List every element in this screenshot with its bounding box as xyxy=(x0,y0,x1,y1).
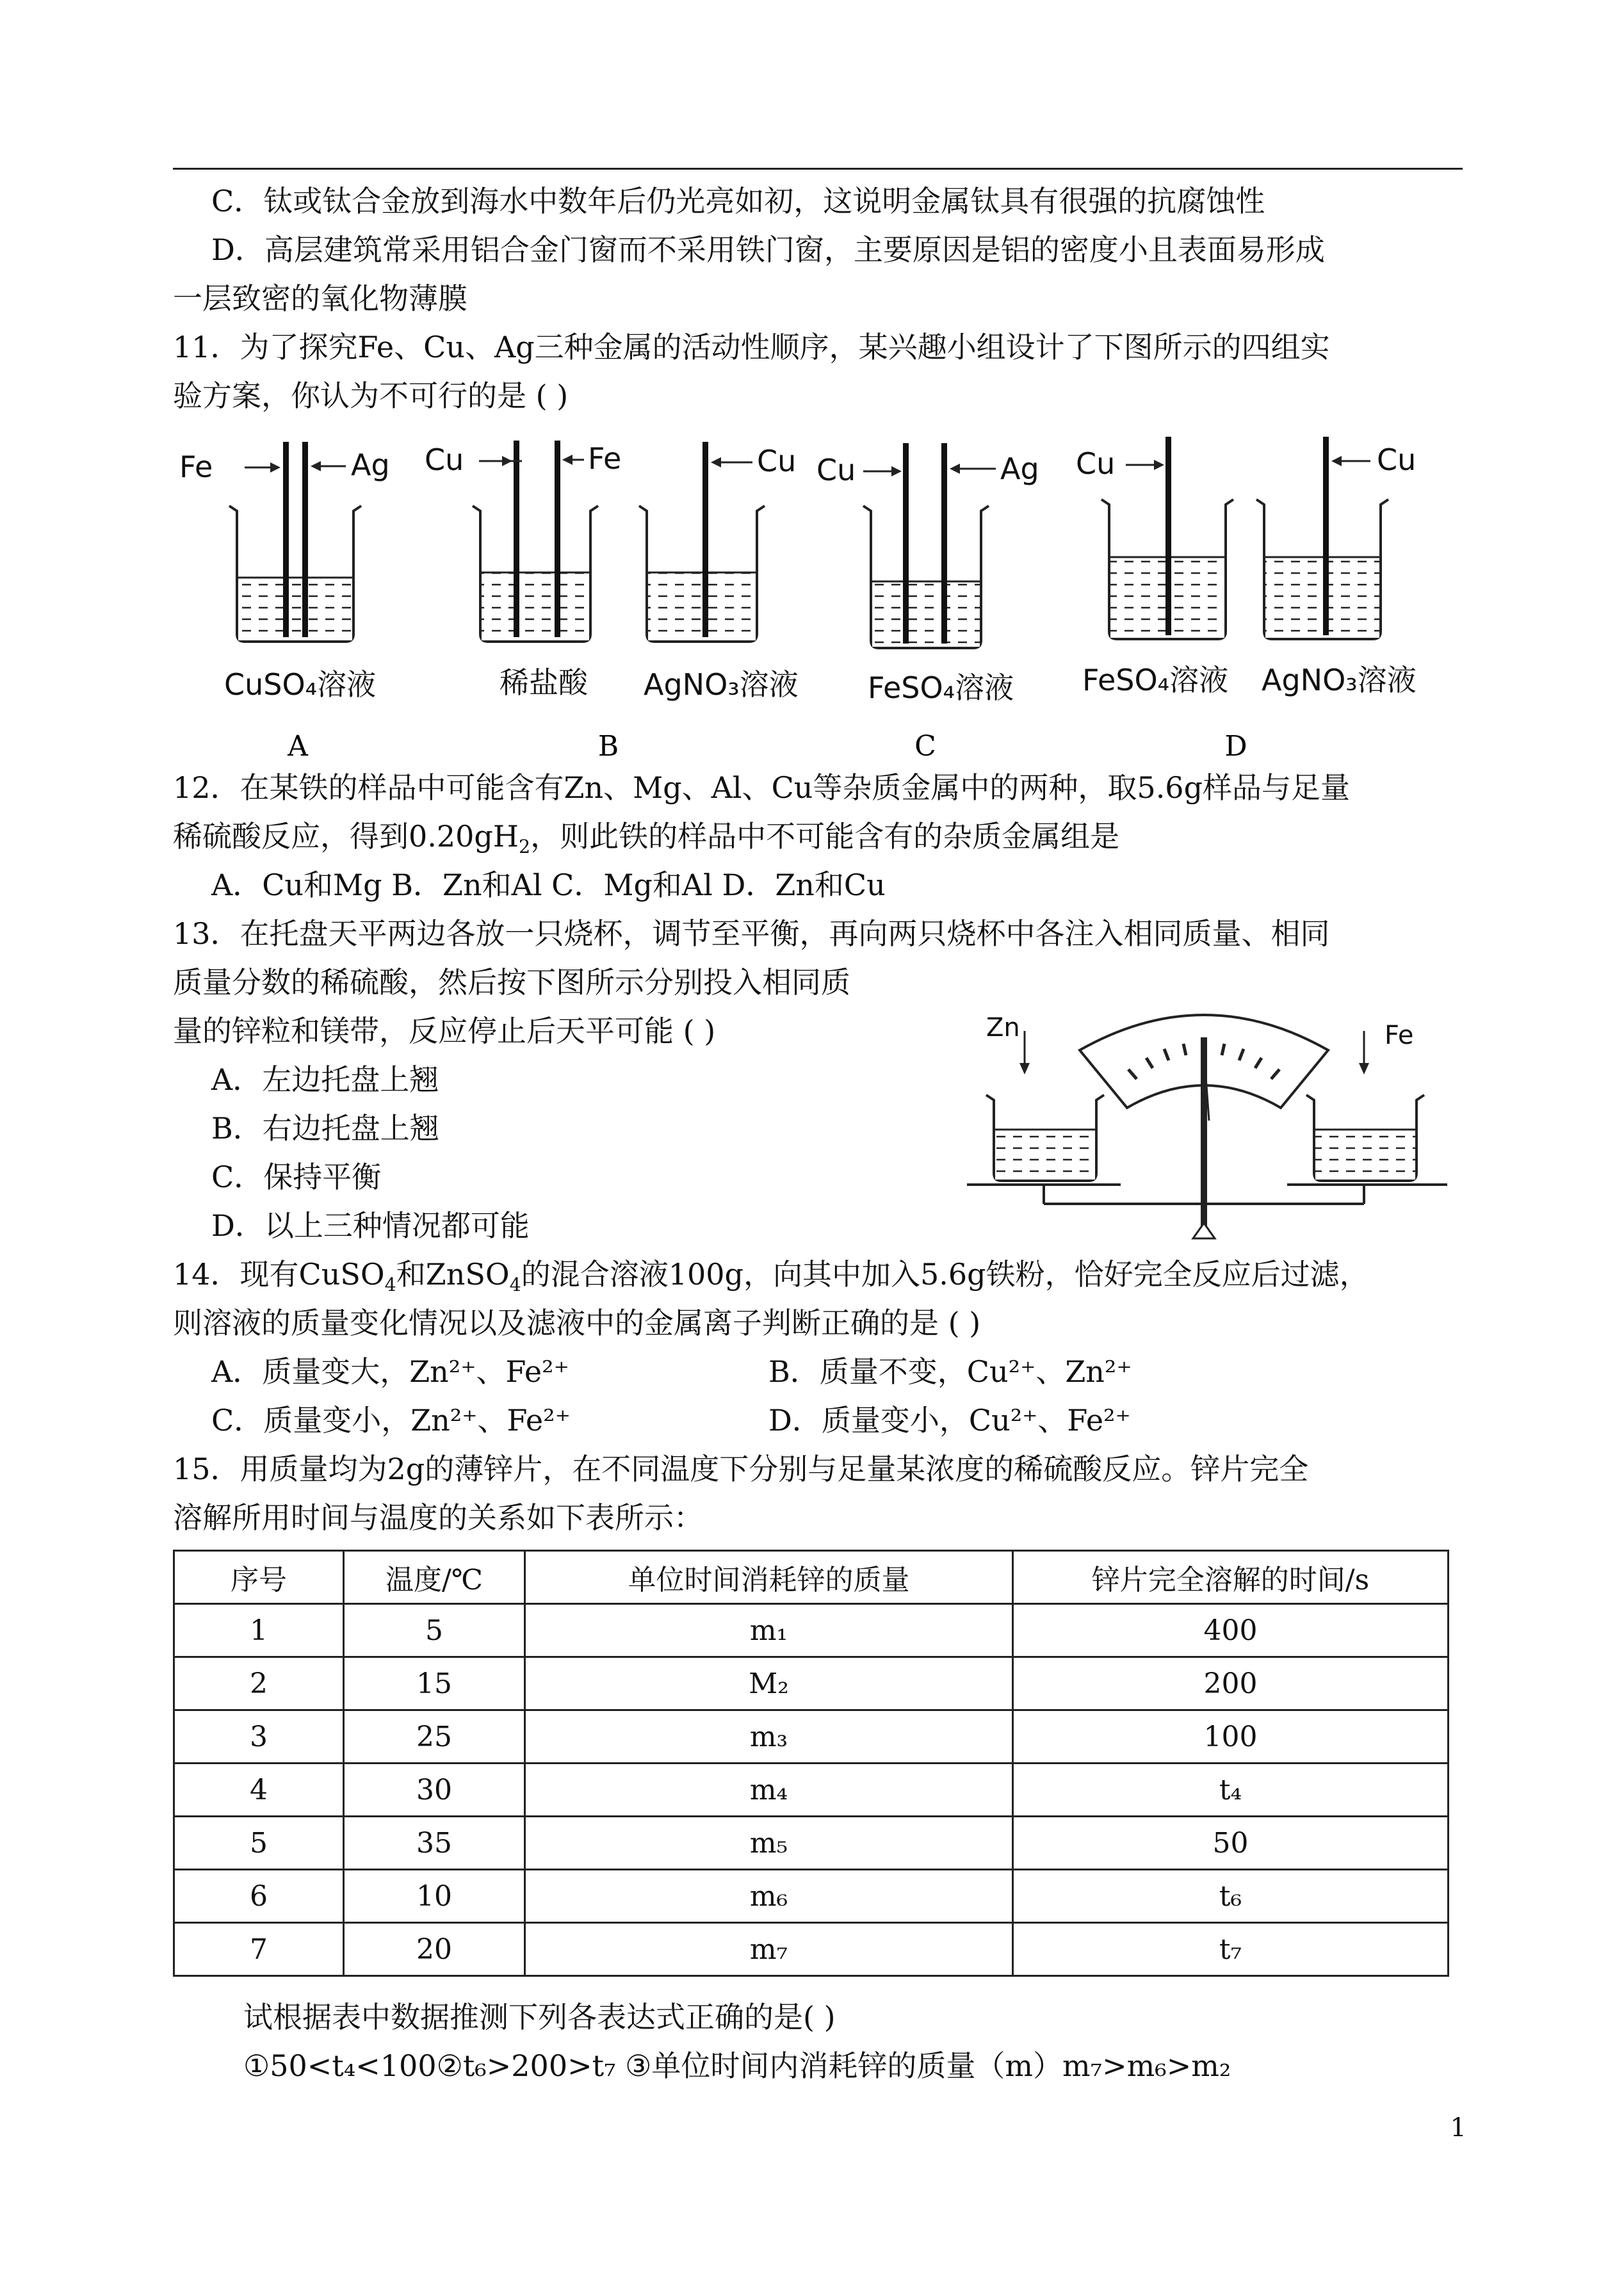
table-cell: 2 xyxy=(174,1657,344,1710)
table-cell: 6 xyxy=(174,1870,344,1923)
solution-b2: AgNO₃溶液 xyxy=(644,667,799,702)
balance-right-beaker xyxy=(1306,1095,1424,1181)
table-cell: m₇ xyxy=(525,1923,1013,1976)
q13-option-a: A．左边托盘上翘 xyxy=(211,1062,439,1097)
question-11-line2: 验方案，你认为不可行的是 ( ) xyxy=(173,378,569,413)
label-b-fe: Fe xyxy=(588,441,622,476)
table-cell: 400 xyxy=(1013,1604,1449,1657)
option-letter-d: D xyxy=(1224,730,1247,762)
question-13-line1: 13．在托盘天平两边各放一只烧杯，调节至平衡，再向两只烧杯中各注入相同质量、相同 xyxy=(173,916,1330,951)
table-cell: 5 xyxy=(344,1604,525,1657)
beaker-b1 xyxy=(425,441,621,700)
table-cell: 4 xyxy=(174,1764,344,1817)
q14-option-d: D．质量变小，Cu²⁺、Fe²⁺ xyxy=(768,1403,1131,1438)
label-fe: Fe xyxy=(1384,1021,1414,1050)
table-header: 序号 xyxy=(174,1551,344,1604)
table-row xyxy=(174,1710,1449,1764)
table-cell: 15 xyxy=(344,1657,525,1710)
question-15-prompt: 试根据表中数据推测下列各表达式正确的是( ) xyxy=(243,2000,836,2034)
label-d1-cu: Cu xyxy=(1076,446,1116,481)
table-cell: 25 xyxy=(344,1710,525,1764)
table-row xyxy=(174,1923,1449,1976)
question-12-line2: 稀硫酸反应，得到$0.20gH_2$，则此铁的样品中不可能含有的杂质金属组是 xyxy=(173,819,1120,858)
table-cell: 1 xyxy=(174,1604,344,1657)
page-number: 1 xyxy=(1450,2113,1466,2143)
beaker-d1 xyxy=(1076,437,1233,697)
table-header: 锌片完全溶解的时间/s xyxy=(1013,1551,1449,1604)
balance-left-beaker xyxy=(986,1095,1104,1181)
table-cell: 5 xyxy=(174,1817,344,1870)
table-cell: 50 xyxy=(1013,1817,1449,1870)
question-12-line1: 12．在某铁的样品中可能含有Zn、Mg、Al、Cu等杂质金属中的两种，取5.6g样品与足量 xyxy=(173,770,1351,805)
option-d-text: D．高层建筑常采用铝合金门窗而不采用铁门窗，主要原因是铝的密度小且表面易形成 xyxy=(211,232,1325,267)
option-letter-b: B xyxy=(597,730,619,762)
table-cell: 7 xyxy=(174,1923,344,1976)
table-cell: 100 xyxy=(1013,1710,1449,1764)
option-letter-a: A xyxy=(288,730,308,762)
table-cell: 200 xyxy=(1013,1657,1449,1710)
table-row xyxy=(174,1817,1449,1870)
q13-option-b: B．右边托盘上翘 xyxy=(211,1111,439,1146)
table-cell: m₆ xyxy=(525,1870,1013,1923)
solution-d1: FeSO₄溶液 xyxy=(1082,663,1229,697)
beaker-c xyxy=(816,443,1039,762)
table-cell: m₁ xyxy=(525,1604,1013,1657)
option-letter-c: C xyxy=(914,730,936,762)
label-c-cu: Cu xyxy=(816,453,856,487)
table-row xyxy=(174,1657,1449,1710)
figure-q11-beakers xyxy=(173,429,1460,762)
solution-d2: AgNO₃溶液 xyxy=(1262,663,1417,697)
label-b2-cu: Cu xyxy=(757,444,797,478)
question-14-line1: 14．现有CuSO$_4$和ZnSO$_4$的混合溶液100g，向其中加入5.6g铁粉，恰好完全反应后过滤， xyxy=(173,1257,1369,1296)
table-cell: m₄ xyxy=(525,1764,1013,1817)
q14-option-b: B．质量不变，Cu²⁺、Zn²⁺ xyxy=(768,1354,1132,1389)
figure-q13-balance xyxy=(961,993,1460,1249)
table-row xyxy=(174,1870,1449,1923)
table-row xyxy=(174,1604,1449,1657)
table-cell: 10 xyxy=(344,1870,525,1923)
table-cell: t₄ xyxy=(1013,1764,1449,1817)
table-header-row xyxy=(174,1551,1449,1604)
label-zn: Zn xyxy=(986,1013,1020,1042)
table-cell: M₂ xyxy=(525,1657,1013,1710)
q13-option-c: C．保持平衡 xyxy=(211,1160,382,1194)
solution-a: CuSO₄溶液 xyxy=(224,667,377,702)
table-cell: 3 xyxy=(174,1710,344,1764)
option-c-text: C．钛或钛合金放到海水中数年后仍光亮如初，这说明金属钛具有很强的抗腐蚀性 xyxy=(211,184,1265,218)
q13-option-d: D．以上三种情况都可能 xyxy=(211,1208,530,1243)
question-12-options: A．Cu和Mg B．Zn和Al C．Mg和Al D．Zn和Cu xyxy=(211,868,886,902)
table-cell: t₇ xyxy=(1013,1923,1449,1976)
question-13-line2: 质量分数的稀硫酸，然后按下图所示分别投入相同质 xyxy=(173,965,850,1000)
label-a-fe: Fe xyxy=(179,450,213,484)
question-15-line1: 15．用质量均为2g的薄锌片，在不同温度下分别与足量某浓度的稀硫酸反应。锌片完全 xyxy=(173,1452,1309,1486)
beaker-b2 xyxy=(598,442,799,762)
header-rule xyxy=(173,168,1463,170)
label-c-ag: Ag xyxy=(1000,451,1039,486)
solution-c: FeSO₄溶液 xyxy=(868,670,1014,705)
question-11-line1: 11．为了探究Fe、Cu、Ag三种金属的活动性顺序，某兴趣小组设计了下图所示的四组实 xyxy=(173,330,1330,364)
table-header: 单位时间消耗锌的质量 xyxy=(525,1551,1013,1604)
table-header: 温度/℃ xyxy=(344,1551,525,1604)
data-table xyxy=(173,1550,1449,1977)
table-cell: 20 xyxy=(344,1923,525,1976)
table-cell: m₅ xyxy=(525,1817,1013,1870)
question-13-line3: 量的锌粒和镁带，反应停止后天平可能 ( ) xyxy=(173,1014,716,1048)
q14-option-a: A．质量变大，Zn²⁺、Fe²⁺ xyxy=(211,1354,569,1389)
label-a-ag: Ag xyxy=(351,448,390,482)
solution-b1: 稀盐酸 xyxy=(499,665,588,700)
table-row xyxy=(174,1764,1449,1817)
option-d-text-cont: 一层致密的氧化物薄膜 xyxy=(173,281,467,316)
table-cell: 35 xyxy=(344,1817,525,1870)
label-d2-cu: Cu xyxy=(1377,442,1417,477)
question-14-line2: 则溶液的质量变化情况以及滤液中的金属离子判断正确的是 ( ) xyxy=(173,1306,981,1340)
table-cell: m₃ xyxy=(525,1710,1013,1764)
q14-option-c: C．质量变小，Zn²⁺、Fe²⁺ xyxy=(211,1403,571,1438)
question-15-line2: 溶解所用时间与温度的关系如下表所示： xyxy=(173,1500,703,1535)
beaker-d2 xyxy=(1224,437,1416,762)
label-b-cu: Cu xyxy=(425,442,464,477)
table-cell: 30 xyxy=(344,1764,525,1817)
beaker-a xyxy=(179,442,390,762)
question-15-expressions: ①50<t₄<100②t₆>200>t₇ ③单位时间内消耗锌的质量（m）m₇>m₆>m₂ xyxy=(243,2048,1231,2083)
table-cell: t₆ xyxy=(1013,1870,1449,1923)
